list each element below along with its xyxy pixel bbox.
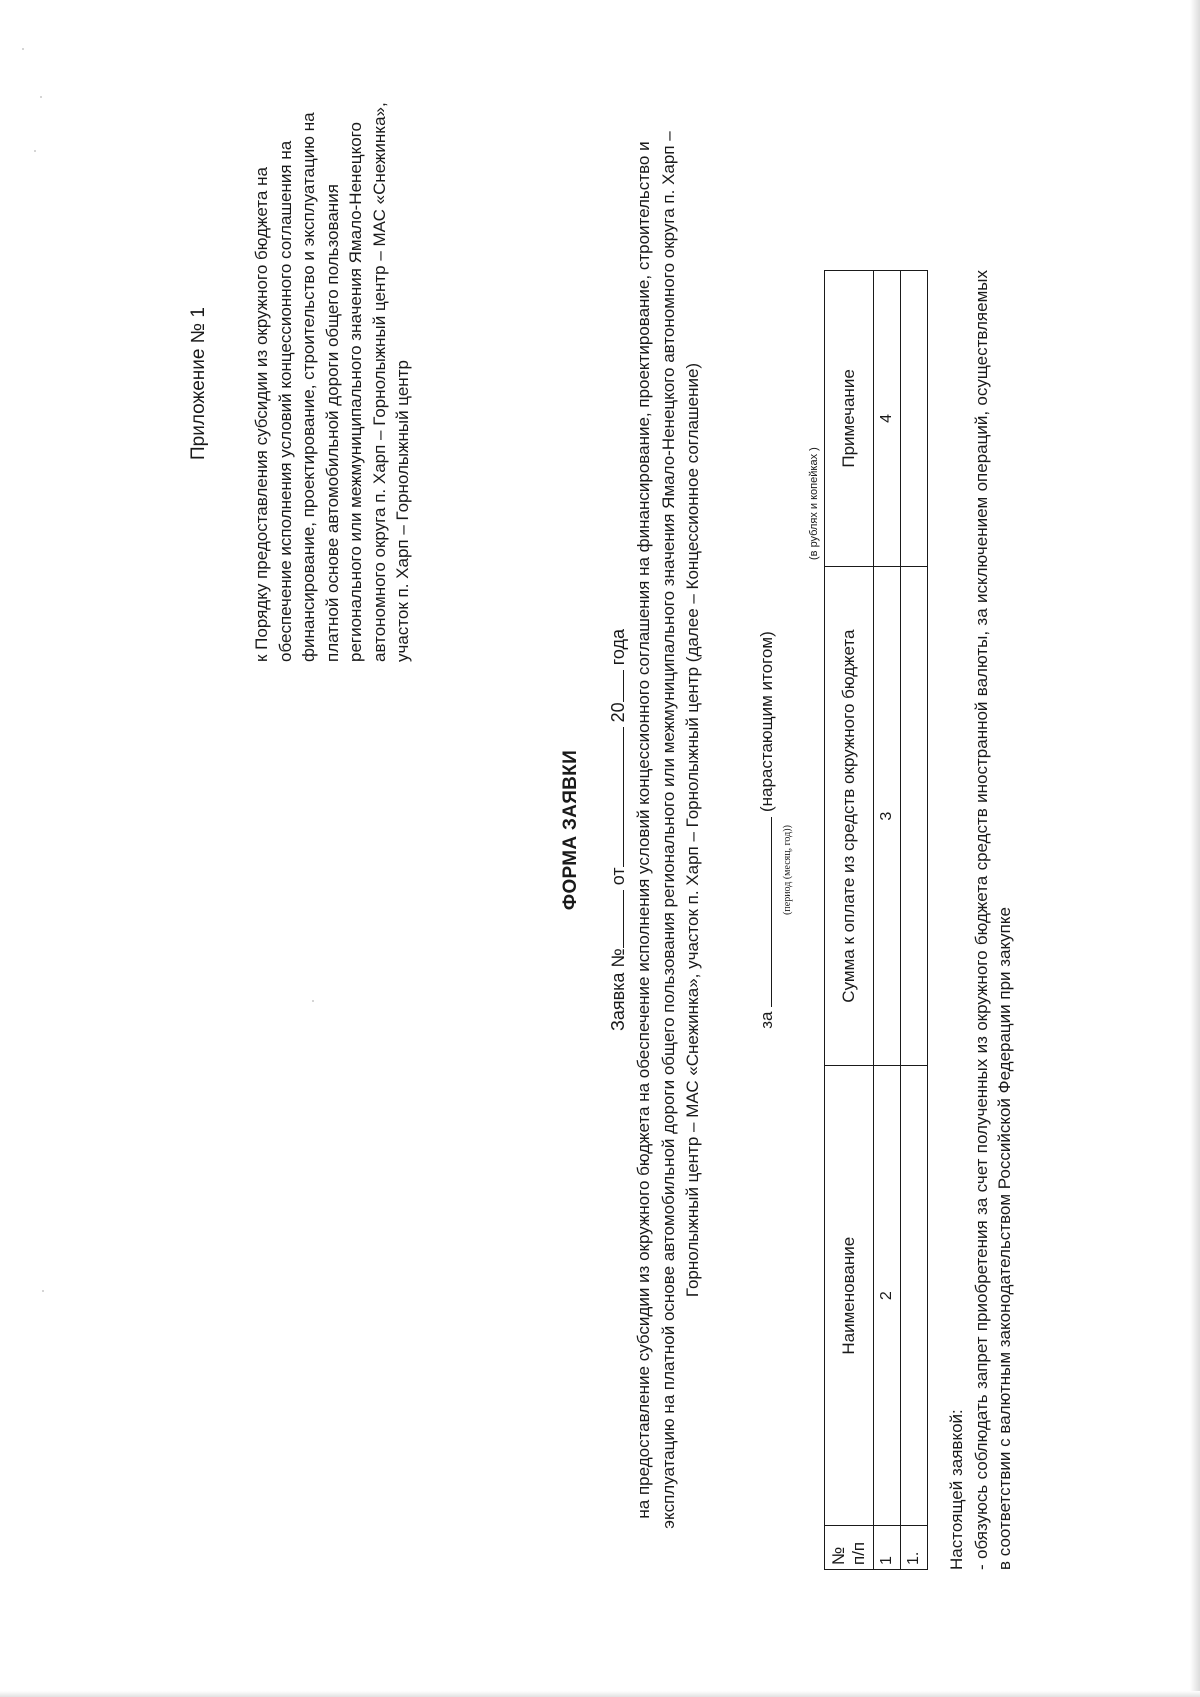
period-prefix: за: [757, 1011, 776, 1029]
form-title: ФОРМА ЗАЯВКИ: [560, 749, 581, 911]
period-blank: [754, 817, 772, 1007]
footer-intro: Настоящей заявкой:: [947, 1409, 966, 1570]
scan-dust: [34, 150, 36, 152]
table-cell: [901, 271, 928, 567]
payment-table: [824, 270, 928, 1570]
table-header-row: [825, 271, 874, 1570]
table-cell: 1.: [901, 1526, 928, 1570]
table-row: [901, 271, 928, 1570]
application-number-blank: [606, 890, 624, 948]
header-number: № п/п: [825, 1526, 874, 1570]
index-cell: 2: [874, 1066, 901, 1526]
scan-right-edge: [1190, 0, 1200, 1697]
scan-dust: [22, 48, 24, 50]
table-cell: [901, 1066, 928, 1526]
document-page: [184, 90, 1084, 1570]
date-blank: [606, 727, 624, 867]
header-amount: Сумма к оплате из средств окружного бюджета: [825, 566, 874, 1066]
units-note: (в рублях и копейках ): [808, 447, 820, 560]
period-line: [754, 90, 777, 1570]
appendix-reference: к Порядку предоставления субсидии из окружного бюджета на обеспечение исполнения условий концессионного соглашения на финансирование, проектирование, строительство и эксплуатацию на платной основе автомобильной дороги общего пользования регионального или межмуниципального значения Ямало-Ненецкого автономного округа п. Харп – Горнолыжный центр – МАС «Снежинка», участок п. Харп – Горнолыжный центр: [252, 102, 412, 662]
year-label: года: [608, 628, 628, 666]
from-label: от: [608, 867, 628, 886]
table-cell: [901, 566, 928, 1066]
scan-dust: [40, 96, 42, 98]
application-label: Заявка №: [608, 948, 628, 1032]
scan-bottom-edge: [0, 1691, 1200, 1697]
index-cell: 4: [874, 271, 901, 567]
header-name: Наименование: [825, 1066, 874, 1526]
period-hint: (период (месяц, год)): [782, 825, 793, 915]
index-cell: 3: [874, 566, 901, 1066]
header-note: Примечание: [825, 271, 874, 567]
index-cell: 1: [874, 1526, 901, 1570]
application-subject: на предоставление субсидии из окружного бюджета на обеспечение исполнения условий концессионного соглашения на финансирование, проектирование, строительство и эксплуатацию на платной основе автомобильной дороги общего пользования регионального или межмуниципального значения Ямало-Ненецкого автономного округа п. Харп – Горнолыжный центр – МАС «Снежинка», участок п. Харп – Горнолыжный центр (далее – Концессионное соглашение): [634, 131, 702, 1529]
footer-text: - обязуюсь соблюдать запрет приобретения за счет полученных из окружного бюджета средств иностранной валюты, за исключением операций, осуществляемых в соответствии с валютным законодательством Российской Федерации при закупке: [972, 270, 1014, 1570]
application-number-line: [606, 90, 629, 1570]
year-prefix: 20: [608, 702, 628, 723]
appendix-title: Приложение № 1: [188, 307, 209, 460]
scan-dust: [42, 1290, 44, 1292]
period-suffix: (нарастающим итогом): [757, 631, 776, 813]
table-index-row: [874, 271, 901, 1570]
year-blank: [606, 670, 624, 702]
